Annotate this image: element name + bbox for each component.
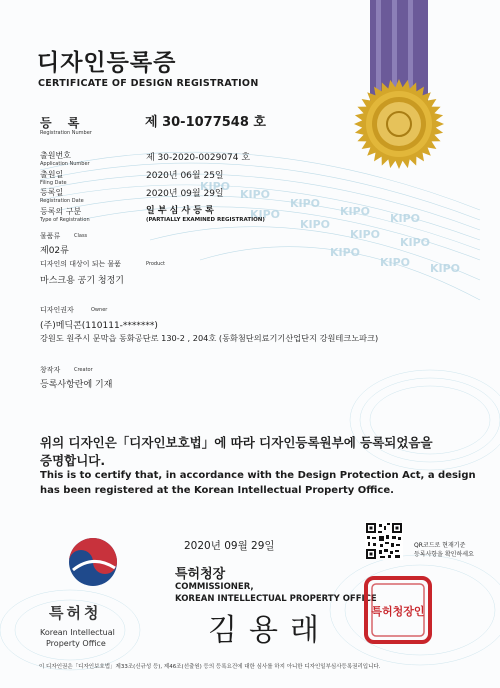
statement-korean-line1: 위의 디자인은「디자인보호법」에 따라 디자인등록원부에 등록되었음을 — [40, 435, 433, 450]
owner-label: 디자인권자 — [40, 306, 74, 314]
application-label: 출원번호 — [40, 151, 71, 160]
registration-type-english: (PARTIALLY EXAMINED REGISTRATION) — [146, 217, 265, 223]
watermark-text: KIPO — [330, 246, 361, 259]
watermark-text: KIPO — [380, 256, 411, 269]
agency-title: 특허청장 — [175, 567, 226, 582]
qr-note-line1: QR코드로 현재기준 — [414, 542, 466, 549]
bottom-note: 이 디자인권은「디자인보호법」제33조(신규성 등), 제46조(선출원) 등의 등록요건에 대한 심사를 하지 아니한 디자인일부심사등록권리입니다. — [39, 664, 381, 670]
kipo-logo-english-line1: Korean Intellectual — [40, 628, 115, 637]
official-stamp — [363, 575, 433, 645]
registration-number: 제 30-1077548 호 — [145, 115, 266, 130]
application-label-english: Application Number — [40, 161, 90, 167]
statement-english-line1: This is to certify that, in accordance with the Design Protection Act, a design — [40, 470, 476, 481]
certificate-title-english: CERTIFICATE OF DESIGN REGISTRATION — [38, 78, 259, 89]
creator-label: 창작자 — [40, 366, 61, 374]
creator-value: 등록사항란에 기재 — [40, 380, 113, 390]
watermark-text: KIPO — [300, 218, 331, 231]
watermark-text: KIPO — [390, 212, 421, 225]
type-label: 등록의 구분 — [40, 207, 82, 216]
watermark-text: KIPO — [250, 208, 281, 221]
agency-title-english-line1: COMMISSIONER, — [175, 582, 254, 592]
class-value: 제02류 — [40, 246, 69, 256]
owner-label-english: Owner — [91, 307, 108, 313]
filing-date: 2020년 06월 25일 — [146, 171, 224, 181]
statement-english-line2: has been registered at the Korean Intellectual Property Office. — [40, 485, 394, 496]
class-label: 물품류 — [40, 232, 61, 240]
statement-korean-line2: 증명합니다. — [40, 453, 106, 468]
watermark-text: KIPO — [240, 188, 271, 201]
qr-code-icon[interactable] — [365, 522, 403, 560]
qr-note-line2: 등록사항을 확인하세요 — [414, 551, 474, 558]
kipo-logo-english-line2: Property Office — [46, 639, 106, 648]
application-number: 제 30-2020-0029074 호 — [146, 153, 251, 163]
filing-label-english: Filing Date — [40, 180, 67, 186]
filing-label: 출원일 — [40, 170, 64, 179]
watermark-text: KIPO — [400, 236, 431, 249]
registration-label-english: Registration Number — [40, 130, 92, 136]
kipo-logo-icon — [67, 536, 119, 588]
watermark-text: KIPO — [200, 180, 231, 193]
product-label: 디자인의 대상이 되는 물품 — [40, 260, 122, 268]
class-label-english: Class — [74, 233, 88, 239]
watermark-text: KIPO — [430, 262, 461, 275]
watermark-text: KIPO — [350, 228, 381, 241]
kipo-logo-korean: 특허청 — [49, 604, 102, 622]
issue-date: 2020년 09월 29일 — [184, 540, 275, 552]
type-label-english: Type of Registration — [40, 217, 90, 223]
watermark-text: KIPO — [340, 205, 371, 218]
signature: 김용래 — [208, 613, 331, 648]
registration-date: 2020년 09월 29일 — [146, 189, 224, 199]
certificate-title: 디자인등록증 — [37, 50, 177, 76]
registration-label: 등 록 — [40, 116, 86, 130]
seal-text: 특허청장인 — [371, 605, 425, 618]
agency-title-english-line2: KOREAN INTELLECTUAL PROPERTY OFFICE — [175, 594, 377, 604]
product-label-english: Product — [146, 261, 165, 267]
product-name: 마스크용 공기 청정기 — [40, 276, 124, 286]
owner-name: (주)메딕콘(110111-*******) — [40, 321, 158, 331]
registration-date-label: 등록일 — [40, 188, 64, 197]
owner-address: 강원도 원주시 문막읍 동화공단로 130-2 , 204호 (동화첨단의료기기산업단지 강원테크노파크) — [40, 333, 379, 343]
watermark-text: KIPO — [290, 197, 321, 210]
registration-type: 일 부 심 사 등 록 — [146, 206, 214, 216]
registration-date-label-english: Registration Date — [40, 198, 84, 204]
creator-label-english: Creator — [74, 367, 93, 373]
